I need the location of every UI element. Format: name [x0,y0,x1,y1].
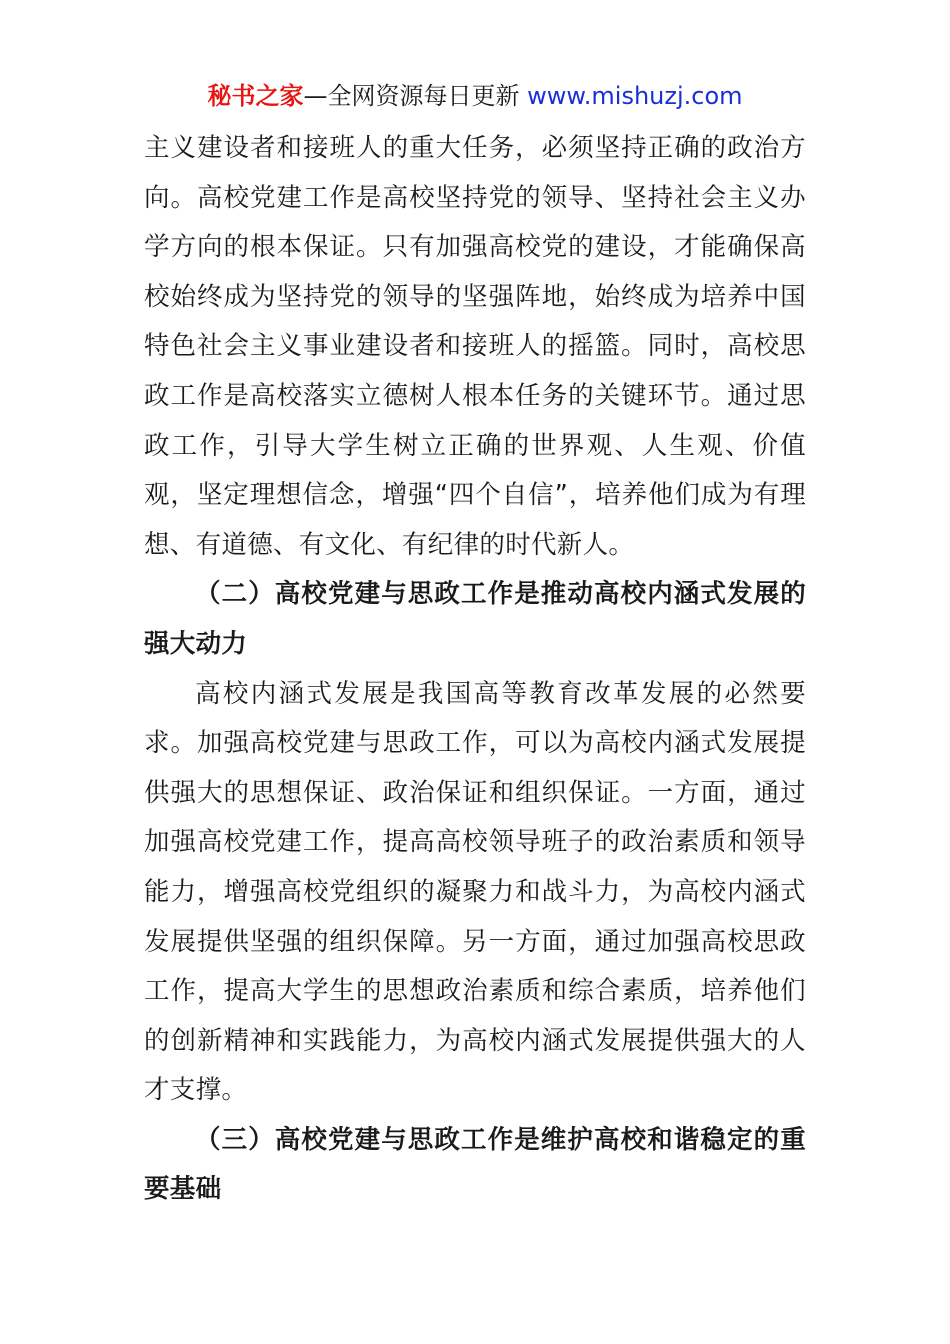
body-paragraph-1: 主义建设者和接班人的重大任务，必须坚持正确的政治方向。高校党建工作是高校坚持党的领导、坚持社会主义办学方向的根本保证。只有加强高校党的建设，才能确保高校始终成为坚持党的领导的坚强阵地，始终成为培养中国特色社会主义事业建设者和接班人的摇篮。同时，高校思政工作是高校落实立德树人根本任务的关键环节。通过思政工作，引导大学生树立正确的世界观、人生观、价值观，坚定理想信念，增强“四个自信”，培养他们成为有理想、有道德、有文化、有纪律的时代新人。 [144,133,806,560]
document-body [144,124,806,1215]
page-header [0,78,950,114]
section-heading-2: （二）高校党建与思政工作是推动高校内涵式发展的强大动力 [144,579,806,659]
header-tagline: —全网资源每日更新 [303,82,520,110]
section-heading-3: （三）高校党建与思政工作是维护高校和谐稳定的重要基础 [144,1124,806,1205]
header-site-link[interactable]: www.mishuzj.com [527,82,743,110]
body-paragraph-2: 高校内涵式发展是我国高等教育改革发展的必然要求。加强高校党建与思政工作，可以为高校内涵式发展提供强大的思想保证、政治保证和组织保证。一方面，通过加强高校党建工作，提高高校领导班子的政治素质和领导能力，增强高校党组织的凝聚力和战斗力，为高校内涵式发展提供坚强的组织保障。另一方面，通过加强高校思政工作，提高大学生的思想政治素质和综合素质，培养他们的创新精神和实践能力，为高校内涵式发展提供强大的人才支撑。 [144,678,806,1106]
header-brand: 秘书之家 [207,82,304,110]
